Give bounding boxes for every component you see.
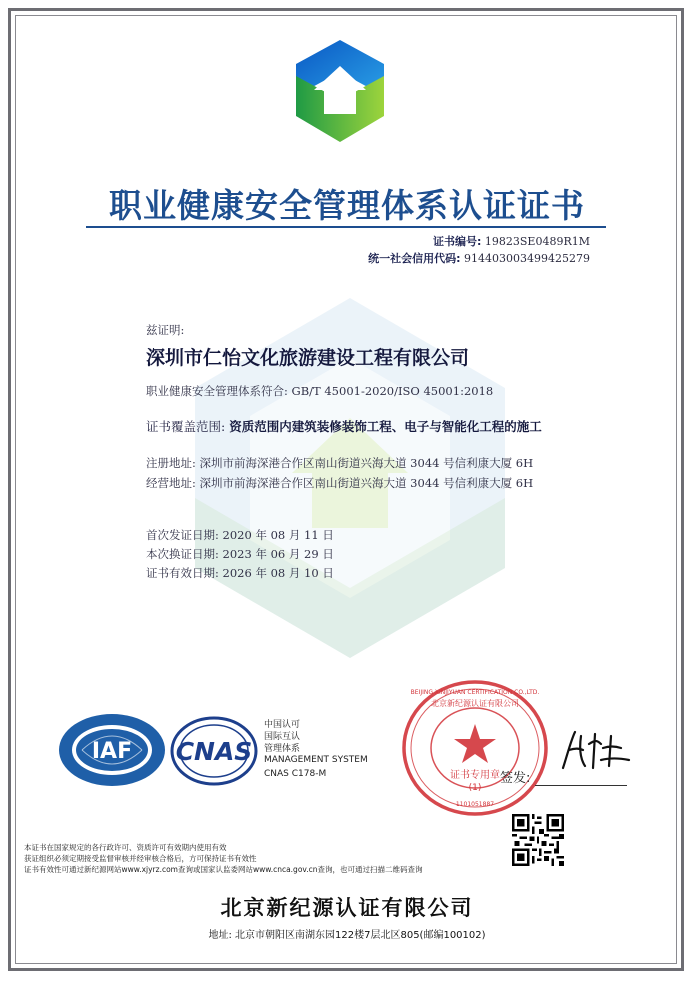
- seal-number: (1): [468, 783, 482, 793]
- registered-address-row: [146, 455, 533, 471]
- valid-until-row: [146, 565, 334, 581]
- valid-until-label: 证书有效日期:: [146, 566, 219, 580]
- operating-address-label: 经营地址:: [146, 476, 196, 490]
- cert-number-value: 19823SE0489R1M: [484, 235, 590, 248]
- accred-line-5: CNAS C178-M: [264, 769, 327, 779]
- standard-label: 职业健康安全管理体系符合:: [146, 384, 288, 398]
- accred-line-1: 中国认可: [264, 720, 301, 730]
- operating-address-value: 深圳市前海深港合作区南山街道兴海大道 3044 号信利康大厦 6H: [199, 476, 534, 490]
- cert-number-row: [433, 233, 590, 249]
- iaf-logo-icon: [57, 712, 167, 788]
- scope-label: 证书覆盖范围:: [146, 419, 226, 434]
- seal-ring-text: BEIJING XINJIYUAN CERTIFICATION CO.,LTD.: [410, 689, 540, 696]
- iaf-logo-text: IAF: [91, 739, 133, 764]
- house-logo-icon: [290, 36, 390, 146]
- seal-center-text: 证书专用章: [450, 770, 500, 781]
- registered-address-value: 深圳市前海深港合作区南山街道兴海大道 3044 号信利康大厦 6H: [199, 456, 534, 470]
- seal-serial: 1101051887: [455, 801, 495, 808]
- first-issue-row: [146, 527, 334, 543]
- organization-name: 深圳市仁怡文化旅游建设工程有限公司: [146, 347, 470, 369]
- accred-line-2: 国际互认: [264, 732, 301, 742]
- company-seal-icon: [400, 678, 550, 818]
- seal-cn-ring-text: 北京新纪源认证有限公司: [431, 699, 519, 708]
- registered-address-label: 注册地址:: [146, 456, 196, 470]
- note-line-3: 证书有效性可通过新纪源网站www.xjyrz.com查询或国家认监委网站www.cnca.gov.cn查询，也可通过扫描二维码查询: [24, 865, 423, 874]
- cnas-logo-icon: [170, 716, 258, 786]
- credit-code-row: [368, 250, 590, 266]
- cnas-logo-text: CNAS: [175, 737, 253, 766]
- note-line-2: 获证组织必须定期接受监督审核并经审核合格后，方可保持证书有效性: [24, 854, 257, 863]
- attest-label: 兹证明:: [146, 323, 185, 337]
- standard-value: GB/T 45001-2020/ISO 45001:2018: [291, 384, 494, 398]
- reissue-row: [146, 546, 334, 562]
- standard-row: [146, 383, 493, 399]
- handwritten-signature-icon: [555, 726, 635, 774]
- scope-row: [146, 417, 542, 435]
- reissue-value: 2023 年 06 月 29 日: [222, 547, 334, 561]
- reissue-label: 本次换证日期:: [146, 547, 219, 561]
- title-underline: [86, 226, 606, 228]
- accred-line-4: MANAGEMENT SYSTEM: [264, 755, 368, 765]
- credit-code-value: 914403003499425279: [464, 252, 590, 265]
- valid-until-value: 2026 年 08 月 10 日: [222, 566, 334, 580]
- first-issue-value: 2020 年 08 月 11 日: [222, 528, 334, 542]
- note-line-1: 本证书在国家规定的各行政许可、资质许可有效期内使用有效: [24, 843, 227, 852]
- scope-value: 资质范围内建筑装修装饰工程、电子与智能化工程的施工: [229, 419, 542, 434]
- first-issue-label: 首次发证日期:: [146, 528, 219, 542]
- credit-code-label: 统一社会信用代码:: [368, 252, 461, 265]
- issuer-name: 北京新纪源认证有限公司: [220, 896, 474, 920]
- cert-number-label: 证书编号:: [432, 235, 482, 248]
- signature-label: 签发:: [500, 771, 531, 786]
- signature-line: [535, 785, 627, 786]
- certificate-title: 职业健康安全管理体系认证证书: [109, 186, 585, 225]
- accred-line-3: 管理体系: [264, 744, 301, 754]
- issuer-address: 地址: 北京市朝阳区南湖东园122楼7层北区805(邮编100102): [208, 930, 486, 941]
- qr-code-icon[interactable]: [512, 814, 564, 866]
- operating-address-row: [146, 475, 533, 491]
